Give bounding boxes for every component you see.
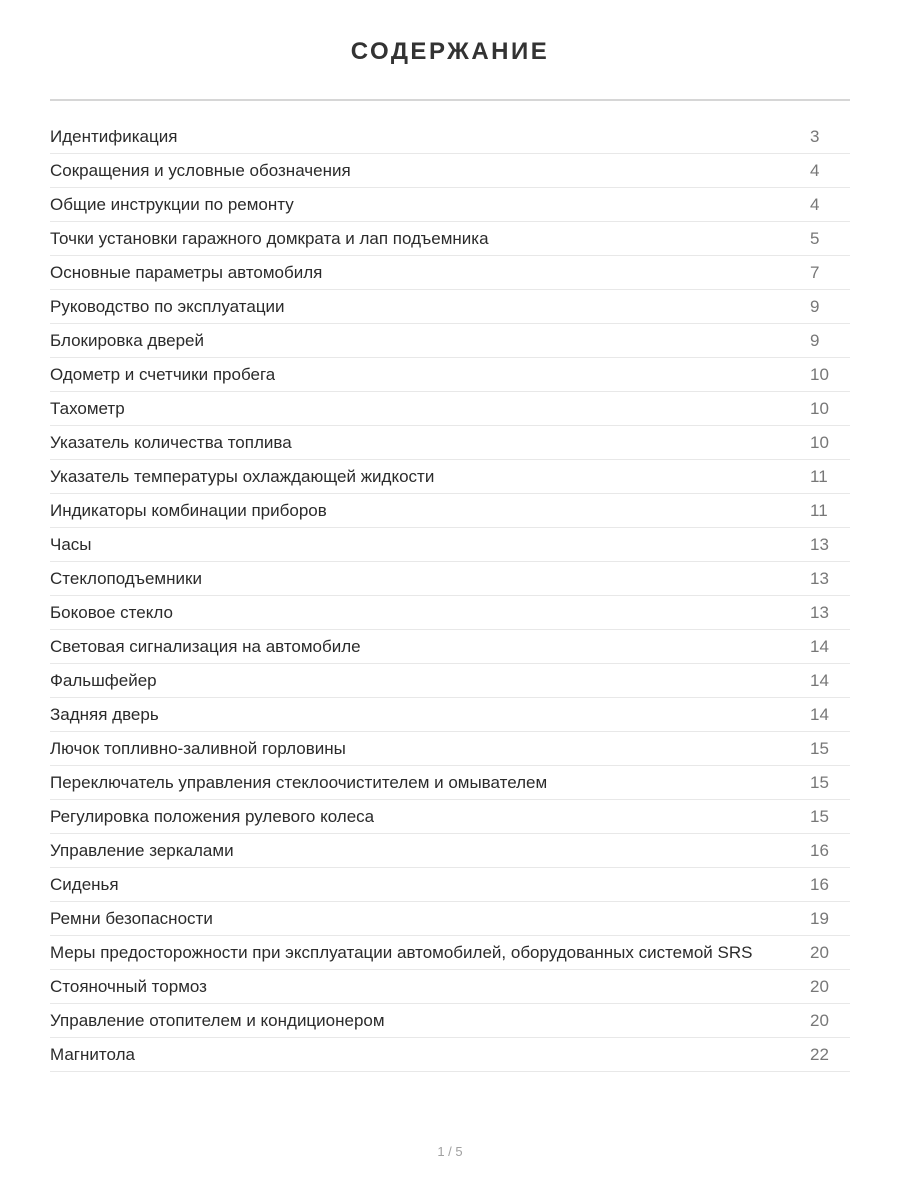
toc-entry[interactable] (50, 1038, 850, 1072)
toc-entry[interactable] (50, 154, 850, 188)
toc-entry[interactable] (50, 222, 850, 256)
toc-entry[interactable] (50, 290, 850, 324)
toc-entry[interactable] (50, 970, 850, 1004)
toc-entry-page: 16 (810, 840, 829, 860)
toc-entry[interactable] (50, 188, 850, 222)
toc-entry[interactable] (50, 324, 850, 358)
toc-entry[interactable] (50, 528, 850, 562)
toc-entry[interactable] (50, 358, 850, 392)
toc-entry-title: Указатель количества топлива (50, 432, 292, 452)
toc-entry-page: 20 (810, 976, 829, 996)
toc-entry-title: Часы (50, 534, 92, 554)
toc-entry-page: 22 (810, 1044, 829, 1064)
toc-entry-page: 11 (810, 466, 828, 486)
toc-entry[interactable] (50, 834, 850, 868)
toc-entry-page: 4 (810, 160, 820, 180)
toc-entry-page: 14 (810, 636, 829, 656)
toc-entry-page: 13 (810, 602, 829, 622)
toc-entry[interactable] (50, 664, 850, 698)
toc-entry-title: Управление зеркалами (50, 840, 234, 860)
toc-entry[interactable] (50, 732, 850, 766)
page-title: СОДЕРЖАНИЕ (350, 38, 550, 65)
table-of-contents (50, 120, 850, 1072)
toc-entry-title: Индикаторы комбинации приборов (50, 500, 327, 520)
toc-entry-page: 3 (810, 126, 820, 146)
toc-entry[interactable] (50, 766, 850, 800)
toc-entry-title: Боковое стекло (50, 602, 173, 622)
toc-entry-page: 13 (810, 534, 829, 554)
toc-entry-page: 7 (810, 262, 820, 282)
toc-entry-page: 9 (810, 330, 820, 350)
toc-entry-page: 15 (810, 738, 829, 758)
toc-entry-page: 19 (810, 908, 829, 928)
toc-entry-title: Основные параметры автомобиля (50, 262, 323, 282)
toc-entry[interactable] (50, 256, 850, 290)
toc-entry-page: 10 (810, 398, 829, 418)
toc-entry-title: Руководство по эксплуатации (50, 296, 285, 316)
toc-entry[interactable] (50, 630, 850, 664)
toc-entry-title: Блокировка дверей (50, 330, 205, 350)
toc-entry[interactable] (50, 120, 850, 154)
toc-entry[interactable] (50, 596, 850, 630)
toc-entry-title: Указатель температуры охлаждающей жидкости (50, 466, 435, 486)
toc-entry-title: Сиденья (50, 874, 119, 894)
toc-entry-page: 20 (810, 942, 829, 962)
toc-entry[interactable] (50, 494, 850, 528)
toc-entry-page: 4 (810, 194, 820, 214)
toc-entry-page: 11 (810, 500, 828, 520)
toc-entry-title: Одометр и счетчики пробега (50, 364, 276, 384)
toc-entry-title: Идентификация (50, 126, 178, 146)
toc-entry[interactable] (50, 868, 850, 902)
toc-entry[interactable] (50, 562, 850, 596)
toc-entry-title: Переключатель управления стеклоочистителем и омывателем (50, 772, 548, 792)
toc-entry-page: 14 (810, 704, 829, 724)
toc-entry-title: Сокращения и условные обозначения (50, 160, 351, 180)
toc-entry-title: Точки установки гаражного домкрата и лап подъемника (50, 228, 489, 248)
toc-entry-title: Управление отопителем и кондиционером (50, 1010, 385, 1030)
title-divider (50, 99, 850, 101)
toc-entry-page: 16 (810, 874, 829, 894)
toc-entry[interactable] (50, 426, 850, 460)
toc-entry-title: Световая сигнализация на автомобиле (50, 636, 361, 656)
toc-entry-title: Задняя дверь (50, 704, 159, 724)
toc-entry-page: 13 (810, 568, 829, 588)
toc-entry-page: 5 (810, 228, 820, 248)
toc-entry[interactable] (50, 1004, 850, 1038)
toc-entry-title: Лючок топливно-заливной горловины (50, 738, 346, 758)
toc-entry-title: Регулировка положения рулевого колеса (50, 806, 375, 826)
toc-entry-title: Стояночный тормоз (50, 976, 207, 996)
toc-entry-page: 20 (810, 1010, 829, 1030)
toc-entry-title: Тахометр (50, 398, 125, 418)
toc-entry[interactable] (50, 902, 850, 936)
toc-entry[interactable] (50, 698, 850, 732)
toc-entry[interactable] (50, 800, 850, 834)
toc-entry-page: 10 (810, 432, 829, 452)
toc-entry-title: Фальшфейер (50, 670, 157, 690)
toc-entry-title: Ремни безопасности (50, 908, 213, 928)
toc-entry-title: Общие инструкции по ремонту (50, 194, 294, 214)
toc-entry-page: 15 (810, 772, 829, 792)
toc-entry[interactable] (50, 460, 850, 494)
toc-entry-page: 14 (810, 670, 829, 690)
toc-entry-title: Магнитола (50, 1044, 135, 1064)
toc-entry-title: Меры предосторожности при эксплуатации автомобилей, оборудованных системой SRS (50, 942, 753, 962)
toc-entry-page: 10 (810, 364, 829, 384)
toc-entry[interactable] (50, 392, 850, 426)
toc-entry-title: Стеклоподъемники (50, 568, 202, 588)
toc-entry-page: 15 (810, 806, 829, 826)
toc-entry-page: 9 (810, 296, 820, 316)
toc-entry[interactable] (50, 936, 850, 970)
page-number-indicator: 1 / 5 (437, 1144, 463, 1159)
